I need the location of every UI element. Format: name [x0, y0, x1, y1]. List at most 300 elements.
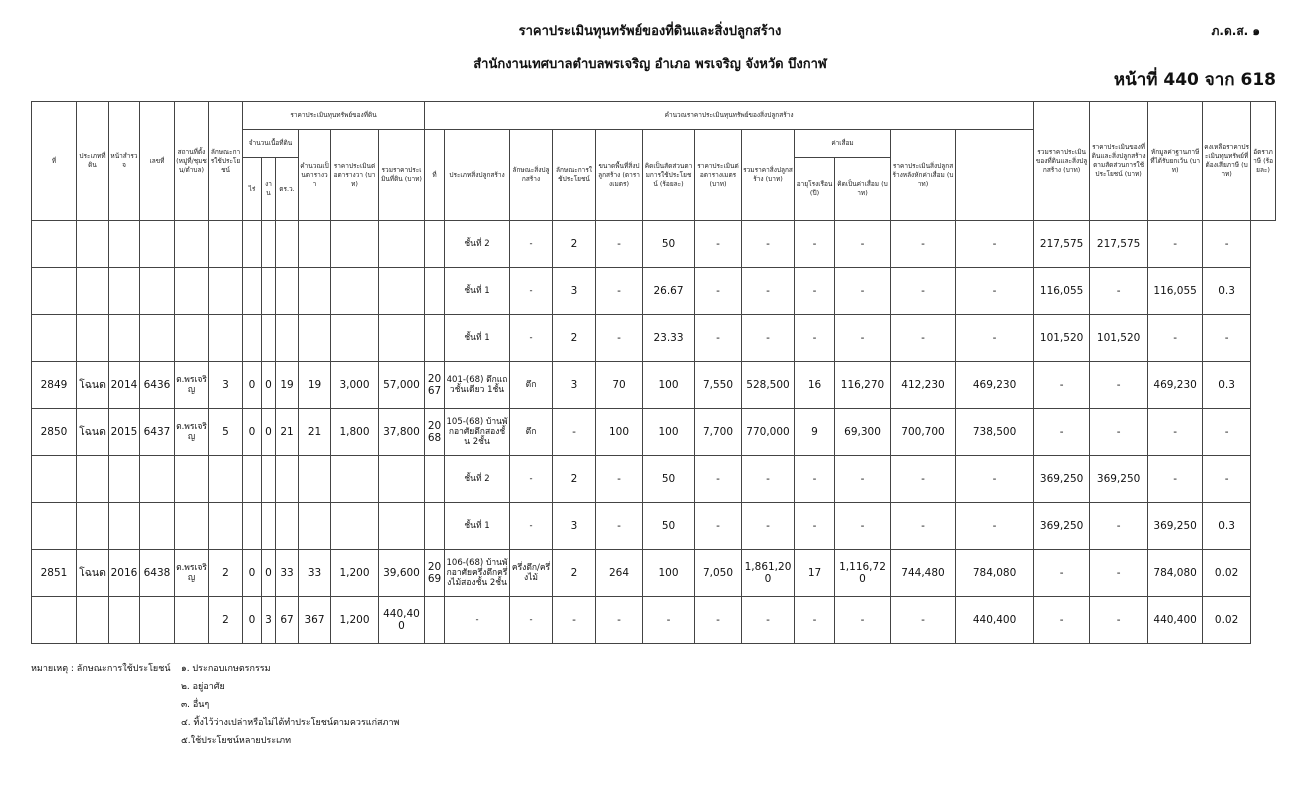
col-b-after: ราคาประเมินสิ่งปลูกสร้างหลังหักค่าเสื่อม (บาท) [891, 130, 956, 221]
cell-dep-age: - [795, 268, 835, 315]
cell-remain: 469,230 [1148, 362, 1203, 409]
cell-total-all: - [956, 315, 1034, 362]
cell-b-after: 700,700 [891, 409, 956, 456]
cell-b-price: 7,050 [695, 550, 742, 597]
cell-b-char: - [510, 315, 553, 362]
cell-land-type [77, 597, 109, 644]
cell-dep-age: - [795, 503, 835, 550]
cell-number [140, 315, 175, 362]
cell-rai: 0 [243, 597, 262, 644]
office-name: สำนักงานเทศบาลตำบลพรเจริญ อำเภอ พรเจริญ จังหวัด บึงกาฬ [473, 57, 827, 72]
cell-calc-sqwa [299, 456, 331, 503]
cell-b-no [425, 268, 445, 315]
cell-price-sqwa [331, 221, 379, 268]
col-b-ratio: คิดเป็นสัดส่วนตามการใช้ประโยชน์ (ร้อยละ) [643, 130, 695, 221]
cell-rai [243, 268, 262, 315]
cell-b-price: - [695, 503, 742, 550]
cell-rate: - [1203, 409, 1251, 456]
cell-b-type: - [445, 597, 510, 644]
col-no: ที่ [32, 102, 77, 221]
cell-b-total: 528,500 [742, 362, 795, 409]
cell-b-char: ตึก [510, 362, 553, 409]
cell-b-after: - [891, 221, 956, 268]
cell-calc-sqwa [299, 503, 331, 550]
cell-remain: - [1148, 456, 1203, 503]
note-item: ๔. ทิ้งไว้ว่างเปล่าหรือไม่ได้ทำประโยชน์ตามควรแก่สภาพ [181, 718, 400, 728]
cell-price-sqwa: 1,200 [331, 550, 379, 597]
table-row [32, 550, 1276, 597]
cell-survey [109, 597, 140, 644]
cell-exempt: - [1090, 409, 1148, 456]
cell-calc-sqwa [299, 315, 331, 362]
cell-no: 2851 [32, 550, 77, 597]
table-row [32, 409, 1276, 456]
cell-land-type: โฉนด [77, 550, 109, 597]
col-b-usage: ลักษณะการใช้ประโยชน์ [553, 130, 596, 221]
cell-remain: - [1148, 315, 1203, 362]
cell-by-ratio: 369,250 [1034, 456, 1090, 503]
col-rate: อัตราภาษี (ร้อยละ) [1251, 102, 1276, 221]
cell-ngan: 3 [262, 597, 276, 644]
cell-b-total: - [742, 503, 795, 550]
cell-dep-value: - [835, 597, 891, 644]
cell-land-total [379, 456, 425, 503]
col-ngan: งาน [262, 158, 276, 221]
cell-total-all: 738,500 [956, 409, 1034, 456]
cell-land-total [379, 503, 425, 550]
cell-b-usage: 3 [553, 362, 596, 409]
cell-total-all: - [956, 268, 1034, 315]
cell-sqwa: 21 [276, 409, 299, 456]
cell-location [175, 221, 209, 268]
cell-land-total: 440,400 [379, 597, 425, 644]
cell-total-all: - [956, 503, 1034, 550]
cell-sqwa [276, 221, 299, 268]
cell-b-char: ตึก [510, 409, 553, 456]
cell-no [32, 597, 77, 644]
cell-b-price: 7,550 [695, 362, 742, 409]
cell-rate: - [1203, 456, 1251, 503]
cell-b-area: - [596, 456, 643, 503]
cell-location [175, 268, 209, 315]
cell-b-usage: 2 [553, 221, 596, 268]
cell-no [32, 221, 77, 268]
cell-b-type: ชั้นที่ 1 [445, 503, 510, 550]
cell-dep-age: - [795, 221, 835, 268]
cell-b-usage: 3 [553, 268, 596, 315]
cell-number: 6438 [140, 550, 175, 597]
cell-usage: 3 [209, 362, 243, 409]
cell-ngan [262, 315, 276, 362]
cell-b-ratio: 50 [643, 221, 695, 268]
cell-ngan [262, 456, 276, 503]
cell-exempt: - [1090, 503, 1148, 550]
cell-dep-value: 69,300 [835, 409, 891, 456]
cell-b-after: - [891, 268, 956, 315]
cell-exempt: - [1090, 550, 1148, 597]
cell-survey: 2016 [109, 550, 140, 597]
cell-b-char: - [510, 456, 553, 503]
cell-b-no: 2067 [425, 362, 445, 409]
cell-rai: 0 [243, 550, 262, 597]
cell-b-no [425, 221, 445, 268]
cell-no: 2850 [32, 409, 77, 456]
cell-no: 2849 [32, 362, 77, 409]
cell-b-type: ชั้นที่ 2 [445, 456, 510, 503]
cell-rate: 0.3 [1203, 268, 1251, 315]
cell-b-char: - [510, 503, 553, 550]
col-b-type: ประเภทสิ่งปลูกสร้าง [445, 130, 510, 221]
col-rai: ไร่ [243, 158, 262, 221]
cell-remain: 440,400 [1148, 597, 1203, 644]
cell-rate: 0.02 [1203, 597, 1251, 644]
cell-total-all: - [956, 456, 1034, 503]
cell-calc-sqwa: 19 [299, 362, 331, 409]
cell-b-type: 401-(68) ตึกแถวชั้นเดียว 1ชั้น [445, 362, 510, 409]
cell-land-type [77, 503, 109, 550]
cell-b-ratio: 100 [643, 550, 695, 597]
cell-b-total: 770,000 [742, 409, 795, 456]
cell-b-after: - [891, 597, 956, 644]
cell-b-usage: 2 [553, 315, 596, 362]
cell-rate: - [1203, 221, 1251, 268]
cell-land-total: 39,600 [379, 550, 425, 597]
col-land-type: ประเภทที่ดิน [77, 102, 109, 221]
cell-survey [109, 268, 140, 315]
cell-remain: - [1148, 221, 1203, 268]
cell-b-type: 106-(68) บ้านพักอาศัยครึ่งตึกครึ่งไม้สองชั้น 2ชั้น [445, 550, 510, 597]
col-total-all: รวมราคาประเมินของที่ดินและสิ่งปลูกสร้าง (บาท) [1034, 102, 1090, 221]
cell-by-ratio: 217,575 [1034, 221, 1090, 268]
cell-no [32, 503, 77, 550]
cell-b-total: 1,861,200 [742, 550, 795, 597]
cell-b-price: - [695, 221, 742, 268]
cell-b-area: 70 [596, 362, 643, 409]
cell-rate: 0.3 [1203, 503, 1251, 550]
cell-rai [243, 315, 262, 362]
cell-calc-sqwa [299, 268, 331, 315]
cell-b-area: - [596, 597, 643, 644]
cell-b-after: - [891, 456, 956, 503]
cell-b-no: 2069 [425, 550, 445, 597]
col-usage: ลักษณะการใช้ประโยชน์ [209, 102, 243, 221]
table-row [32, 362, 1276, 409]
cell-price-sqwa: 3,000 [331, 362, 379, 409]
cell-location [175, 503, 209, 550]
cell-ngan: 0 [262, 362, 276, 409]
cell-land-type [77, 315, 109, 362]
cell-survey: 2015 [109, 409, 140, 456]
cell-land-type: โฉนด [77, 362, 109, 409]
cell-exempt: 369,250 [1090, 456, 1148, 503]
cell-b-area: - [596, 221, 643, 268]
cell-dep-age: - [795, 597, 835, 644]
cell-sqwa [276, 268, 299, 315]
cell-rai: 0 [243, 409, 262, 456]
cell-sqwa [276, 456, 299, 503]
cell-survey [109, 221, 140, 268]
table-row [32, 597, 1276, 644]
cell-land-type [77, 221, 109, 268]
cell-b-ratio: 26.67 [643, 268, 695, 315]
cell-land-type [77, 268, 109, 315]
col-b-price: ราคาประเมินต่อตารางเมตร (บาท) [695, 130, 742, 221]
cell-no [32, 315, 77, 362]
cell-b-area: - [596, 268, 643, 315]
cell-dep-value: - [835, 503, 891, 550]
cell-no [32, 456, 77, 503]
cell-usage [209, 268, 243, 315]
cell-b-after: - [891, 315, 956, 362]
cell-ngan [262, 268, 276, 315]
cell-b-price: 7,700 [695, 409, 742, 456]
cell-b-no [425, 597, 445, 644]
cell-usage [209, 221, 243, 268]
cell-b-total: - [742, 268, 795, 315]
cell-remain: 116,055 [1148, 268, 1203, 315]
cell-dep-value: - [835, 221, 891, 268]
cell-survey [109, 503, 140, 550]
cell-b-type: ชั้นที่ 2 [445, 221, 510, 268]
col-price-sqwa: ราคาประเมินต่อตารางวา (บาท) [331, 130, 379, 221]
cell-b-after: 412,230 [891, 362, 956, 409]
cell-b-type: ชั้นที่ 1 [445, 268, 510, 315]
assessment-table [31, 101, 1276, 644]
cell-calc-sqwa: 367 [299, 597, 331, 644]
cell-dep-age: - [795, 456, 835, 503]
cell-number: 6436 [140, 362, 175, 409]
col-land-total: รวมราคาประเมินที่ดิน (บาท) [379, 130, 425, 221]
cell-b-usage: - [553, 409, 596, 456]
col-b-area: ขนาดพื้นที่สิ่งปลูกสร้าง (ตารางเมตร) [596, 130, 643, 221]
table-row [32, 268, 1276, 315]
cell-exempt: - [1090, 597, 1148, 644]
cell-calc-sqwa: 33 [299, 550, 331, 597]
cell-by-ratio: 101,520 [1034, 315, 1090, 362]
cell-ngan [262, 503, 276, 550]
cell-total-all: - [956, 221, 1034, 268]
table-row [32, 456, 1276, 503]
cell-calc-sqwa [299, 221, 331, 268]
note-item: ๑. ประกอบเกษตรกรรม [181, 664, 271, 674]
cell-survey: 2014 [109, 362, 140, 409]
cell-b-area: - [596, 315, 643, 362]
cell-total-all: 469,230 [956, 362, 1034, 409]
cell-b-ratio: 50 [643, 456, 695, 503]
cell-sqwa [276, 315, 299, 362]
cell-price-sqwa [331, 268, 379, 315]
cell-by-ratio: - [1034, 597, 1090, 644]
cell-b-ratio: - [643, 597, 695, 644]
note-item: ๒. อยู่อาศัย [181, 682, 225, 692]
cell-land-total [379, 268, 425, 315]
cell-dep-age: 16 [795, 362, 835, 409]
cell-sqwa: 19 [276, 362, 299, 409]
cell-calc-sqwa: 21 [299, 409, 331, 456]
cell-b-usage: 2 [553, 456, 596, 503]
cell-b-ratio: 23.33 [643, 315, 695, 362]
col-b-no: ที่ [425, 130, 445, 221]
cell-by-ratio: - [1034, 409, 1090, 456]
cell-rate: 0.3 [1203, 362, 1251, 409]
group-depreciation: ค่าเสื่อม [795, 130, 891, 158]
note-item: ๓. อื่นๆ [181, 700, 210, 710]
cell-rate: 0.02 [1203, 550, 1251, 597]
col-dep-value: คิดเป็นค่าเสื่อม (บาท) [835, 158, 891, 221]
cell-b-price: - [695, 268, 742, 315]
cell-b-total: - [742, 315, 795, 362]
cell-number [140, 221, 175, 268]
group-building: คำนวณราคาประเมินทุนทรัพย์ของสิ่งปลูกสร้าง [425, 102, 1034, 130]
cell-b-area: - [596, 503, 643, 550]
cell-price-sqwa [331, 503, 379, 550]
cell-b-area: 264 [596, 550, 643, 597]
cell-by-ratio: - [1034, 362, 1090, 409]
cell-usage [209, 315, 243, 362]
page-info: หน้าที่ 440 จาก 618 [1113, 70, 1276, 90]
col-b-total: รวมราคาสิ่งปลูกสร้าง (บาท) [742, 130, 795, 221]
cell-by-ratio: 369,250 [1034, 503, 1090, 550]
cell-rate: - [1203, 315, 1251, 362]
cell-location [175, 597, 209, 644]
cell-sqwa [276, 503, 299, 550]
cell-survey [109, 315, 140, 362]
cell-number [140, 597, 175, 644]
cell-rai [243, 221, 262, 268]
cell-b-type: 105-(68) บ้านพักอาศัยตึกสองชั้น 2ชั้น [445, 409, 510, 456]
cell-location: ต.พรเจริญ [175, 550, 209, 597]
cell-rai: 0 [243, 362, 262, 409]
cell-b-no [425, 503, 445, 550]
cell-remain: 784,080 [1148, 550, 1203, 597]
cell-location: ต.พรเจริญ [175, 362, 209, 409]
group-area: จำนวนเนื้อที่ดิน [243, 130, 299, 158]
cell-total-all: 784,080 [956, 550, 1034, 597]
document-title: ราคาประเมินทุนทรัพย์ของที่ดินและสิ่งปลูกสร้าง [518, 24, 782, 39]
cell-b-type: ชั้นที่ 1 [445, 315, 510, 362]
cell-b-ratio: 100 [643, 362, 695, 409]
notes-list [181, 660, 399, 750]
cell-b-usage: 2 [553, 550, 596, 597]
col-exempt: หักมูลค่าฐานภาษีที่ได้รับยกเว้น (บาท) [1148, 102, 1203, 221]
col-sqwa: ตร.ว. [276, 158, 299, 221]
cell-b-no [425, 315, 445, 362]
cell-b-ratio: 100 [643, 409, 695, 456]
cell-land-total [379, 315, 425, 362]
cell-dep-value: - [835, 456, 891, 503]
cell-number: 6437 [140, 409, 175, 456]
cell-exempt: 101,520 [1090, 315, 1148, 362]
table-row [32, 503, 1276, 550]
col-dep-age: อายุโรงเรือน (ปี) [795, 158, 835, 221]
cell-location [175, 315, 209, 362]
cell-dep-age: 9 [795, 409, 835, 456]
notes-label: หมายเหตุ : ลักษณะการใช้ประโยชน์ [31, 664, 171, 674]
cell-usage: 2 [209, 597, 243, 644]
form-code: ภ.ด.ส. ๑ [1211, 24, 1260, 38]
cell-rai [243, 503, 262, 550]
cell-b-total: - [742, 597, 795, 644]
cell-by-ratio: - [1034, 550, 1090, 597]
table-row [32, 315, 1276, 362]
cell-no [32, 268, 77, 315]
cell-remain: - [1148, 409, 1203, 456]
cell-b-after: 744,480 [891, 550, 956, 597]
cell-dep-age: 17 [795, 550, 835, 597]
table-row [32, 221, 1276, 268]
cell-b-price: - [695, 315, 742, 362]
table-body [32, 221, 1276, 644]
cell-land-total [379, 221, 425, 268]
cell-usage: 2 [209, 550, 243, 597]
cell-b-area: 100 [596, 409, 643, 456]
cell-rai [243, 456, 262, 503]
cell-total-all: 440,400 [956, 597, 1034, 644]
cell-remain: 369,250 [1148, 503, 1203, 550]
cell-b-usage: 3 [553, 503, 596, 550]
cell-number [140, 503, 175, 550]
cell-number [140, 456, 175, 503]
cell-dep-value: - [835, 315, 891, 362]
col-b-char: ลักษณะสิ่งปลูกสร้าง [510, 130, 553, 221]
cell-b-no: 2068 [425, 409, 445, 456]
cell-b-char: - [510, 221, 553, 268]
cell-ngan: 0 [262, 409, 276, 456]
cell-price-sqwa [331, 315, 379, 362]
cell-sqwa: 33 [276, 550, 299, 597]
cell-b-char: ครึ่งตึก/ครึ่งไม้ [510, 550, 553, 597]
cell-survey [109, 456, 140, 503]
cell-dep-value: 116,270 [835, 362, 891, 409]
cell-dep-value: 1,116,720 [835, 550, 891, 597]
cell-dep-age: - [795, 315, 835, 362]
cell-ngan [262, 221, 276, 268]
cell-sqwa: 67 [276, 597, 299, 644]
cell-b-after: - [891, 503, 956, 550]
cell-ngan: 0 [262, 550, 276, 597]
cell-location: ต.พรเจริญ [175, 409, 209, 456]
cell-dep-value: - [835, 268, 891, 315]
cell-usage: 5 [209, 409, 243, 456]
col-by-ratio: ราคาประเมินของที่ดินและสิ่งปลูกสร้างตามสัดส่วนการใช้ประโยชน์ (บาท) [1090, 102, 1148, 221]
cell-b-price: - [695, 456, 742, 503]
cell-land-total: 57,000 [379, 362, 425, 409]
col-survey: หน้าสำรวจ [109, 102, 140, 221]
table-header [32, 102, 1276, 221]
cell-price-sqwa: 1,800 [331, 409, 379, 456]
cell-land-type: โฉนด [77, 409, 109, 456]
col-location: สถานที่ตั้ง(หมู่ที่/ชุมชน/ตำบล) [175, 102, 209, 221]
col-calc-sqwa: คำนวณเป็นตารางวา [299, 130, 331, 221]
cell-usage [209, 503, 243, 550]
cell-b-price: - [695, 597, 742, 644]
cell-b-ratio: 50 [643, 503, 695, 550]
cell-land-total: 37,800 [379, 409, 425, 456]
note-item: ๕.ใช้ประโยชน์หลายประเภท [181, 736, 292, 746]
cell-b-char: - [510, 597, 553, 644]
col-remain: คงเหลือราคาประเมินทุนทรัพย์ที่ต้องเสียภาษี (บาท) [1203, 102, 1251, 221]
cell-b-usage: - [553, 597, 596, 644]
cell-location [175, 456, 209, 503]
cell-b-total: - [742, 221, 795, 268]
cell-number [140, 268, 175, 315]
cell-price-sqwa: 1,200 [331, 597, 379, 644]
cell-usage [209, 456, 243, 503]
cell-price-sqwa [331, 456, 379, 503]
cell-b-char: - [510, 268, 553, 315]
cell-exempt: 217,575 [1090, 221, 1148, 268]
cell-exempt: - [1090, 268, 1148, 315]
